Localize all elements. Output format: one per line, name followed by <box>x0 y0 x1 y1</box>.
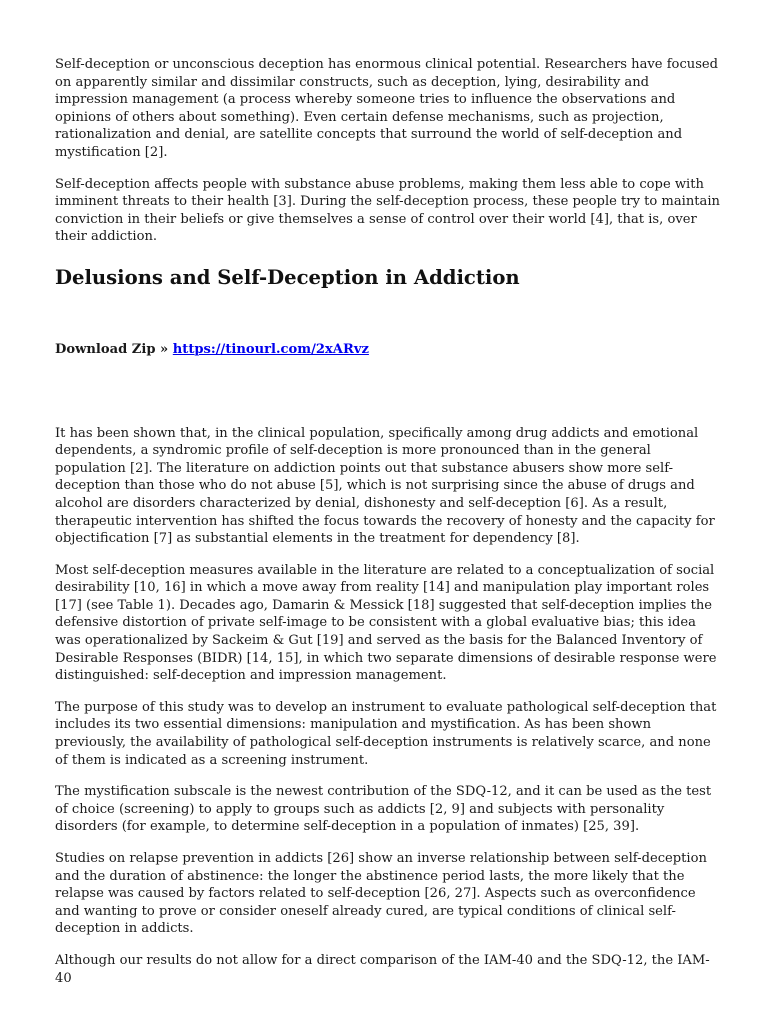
body-paragraph-2: Most self-deception measures available in the literature are related to a conceptualization of social desirability [10, 16] in which a move away from reality [14] and manipulation play important roles [17] (see Table 1). Decades ago, Damarin & Messick [18] suggested that self-deception implies the defensive distortion of private self-image to be consistent with a global evaluative bias; this idea was operationalized by Sackeim & Gut [19] and served as the basis for the Balanced Inventory of Desirable Responses (BIDR) [14, 15], in which two separate dimensions of desirable response were distinguished: self-deception and impression management. <box>55 562 717 684</box>
body-paragraph-1: It has been shown that, in the clinical population, specifically among drug addicts and emotional dependents, a syndromic profile of self-deception is more pronounced than in the general population [2]. The literature on addiction points out that substance abusers show more self-deception than those who do not abuse [5], which is not surprising since the abuse of drugs and alcohol are disorders characterized by denial, dishonesty and self-deception [6]. As a result, therapeutic intervention has shifted the focus towards the recovery of honesty and the capacity for objectification [7] as substantial elements in the treatment for dependency [8]. <box>55 425 715 547</box>
document-page <box>55 56 720 1001</box>
body-paragraph-3: The purpose of this study was to develop an instrument to evaluate pathological self-deception that includes its two essential dimensions: manipulation and mystification. As has been shown previously, the availability of pathological self-deception instruments is relatively scarce, and none of them is indicated as a screening instrument. <box>55 699 717 768</box>
intro-paragraph-2: Self-deception affects people with substance abuse problems, making them less able to cope with imminent threats to their health [3]. During the self-deception process, these people try to maintain conviction in their beliefs or give themselves a sense of control over their world [4], that is, over their addiction. <box>55 176 720 245</box>
body-paragraph-6: Although our results do not allow for a direct comparison of the IAM-40 and the SDQ-12, the IAM-40 <box>55 952 710 986</box>
body-paragraph-5: Studies on relapse prevention in addicts [26] show an inverse relationship between self-deception and the duration of abstinence: the longer the abstinence period lasts, the more likely that the relapse was caused by factors related to self-deception [26, 27]. Aspects such as overconfidence and wanting to prove or consider oneself already cured, are typical conditions of clinical self-deception in addicts. <box>55 851 707 937</box>
section-heading: Delusions and Self-Deception in Addiction <box>55 265 520 289</box>
spacer <box>55 359 720 425</box>
intro-paragraph-1: Self-deception or unconscious deception has enormous clinical potential. Researchers have focused on apparently similar and dissimilar constructs, such as deception, lying, desirability and impression management (a process whereby someone tries to influence the observations and opinions of others about something). Even certain defense mechanisms, such as projection, rationalization and denial, are satellite concepts that surround the world of self-deception and mystification [2]. <box>55 57 719 160</box>
download-line <box>55 341 720 359</box>
body-paragraph-4: The mystification subscale is the newest contribution of the SDQ-12, and it can be used as the test of choice (screening) to apply to groups such as addicts [2, 9] and subjects with personality disorders (for example, to determine self-deception in a population of inmates) [25, 39]. <box>55 784 712 835</box>
download-label: Download Zip » <box>55 341 169 357</box>
download-link[interactable]: https://tinourl.com/2xARvz <box>172 341 369 357</box>
